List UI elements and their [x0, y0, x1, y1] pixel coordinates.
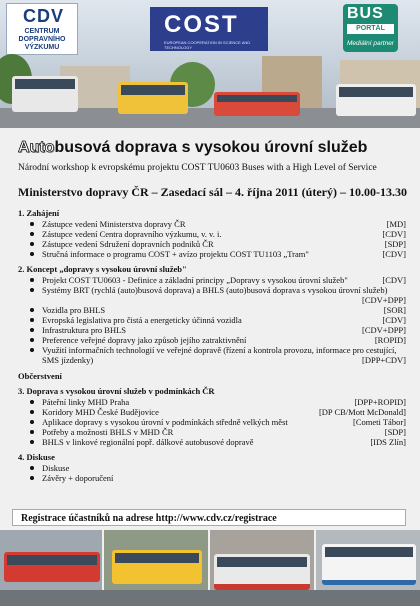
list-item: [18, 305, 406, 315]
presenter-tag: [DPP+CDV]: [362, 355, 406, 365]
bus-image: [4, 552, 100, 582]
list-item: [18, 473, 406, 483]
title-prefix: Auto: [18, 139, 55, 156]
item-text: Páteřní linky MHD Praha: [42, 397, 130, 407]
bus-image: [336, 84, 416, 116]
presenter-tag: [CDV]: [382, 229, 406, 239]
presenter-tag: [SDP]: [384, 427, 406, 437]
cost-logo: [150, 7, 268, 51]
list-item: [18, 335, 406, 345]
bus-image: [322, 544, 416, 585]
list-item: [18, 239, 406, 249]
list-item: [18, 315, 406, 325]
list-item: [18, 345, 406, 365]
presenter-tag: [ROPID]: [374, 335, 406, 345]
cdv-logo-text: CENTRUM DOPRAVNÍHO VÝZKUMU: [18, 28, 66, 51]
busportal-logo-tagline: Mediální partner: [347, 40, 394, 47]
cost-logo-sub: EUROPEAN COOPERATION IN SCIENCE AND TECHNOLOGY: [164, 40, 251, 50]
item-text: Využití informačních technologií ve veřejné dopravě (řízení a kontrola provozu, informace pro cestující, SMS jízdenky): [42, 345, 397, 365]
item-text: Vozidla pro BHLS: [42, 305, 106, 315]
list-item: [18, 229, 406, 239]
item-text: Zástupce vedení Centra dopravního výzkumu, v. v. i.: [42, 229, 222, 239]
list-item: [18, 325, 406, 335]
busportal-logo: [343, 4, 398, 52]
section-title: 2. Koncept „dopravy s vysokou úrovní služeb": [18, 264, 187, 274]
item-text: Zástupce vedení Sdružení dopravních podniků ČR: [42, 239, 214, 249]
section-list: [18, 463, 406, 483]
item-text: Potřeby a možnosti BHLS v MHD ČR: [42, 427, 174, 437]
section-title: 3. Doprava s vysokou úrovní služeb v podmínkách ČR: [18, 386, 215, 396]
presenter-tag: [DPP+ROPID]: [354, 397, 406, 407]
list-item: [18, 275, 406, 285]
section-list: [18, 219, 406, 259]
presenter-tag: [Cometi Tábor]: [353, 417, 406, 427]
section-title: 1. Zahájení: [18, 208, 60, 218]
busportal-logo-bus: BUS: [347, 5, 384, 22]
road-image: [0, 590, 420, 606]
item-text: Projekt COST TU0603 - Definice a základní principy „Dopravy s vysokou úrovní služeb": [42, 275, 348, 285]
presenter-tag: [SOR]: [383, 305, 406, 315]
bus-image: [118, 82, 188, 114]
presenter-tag: [CDV]: [382, 275, 406, 285]
item-text: Evropská legislativa pro čistá a energeticky účinná vozidla: [42, 315, 242, 325]
list-item: [18, 397, 406, 407]
presenter-tag: [DP CB/Mott McDonald]: [318, 407, 406, 417]
list-item: [18, 285, 406, 305]
registration-banner[interactable]: Registrace účastníků na adrese http://www.cdv.cz/registrace: [12, 509, 406, 526]
bus-photo-strip-bottom: [0, 530, 420, 606]
presenter-tag: [CDV+DPP]: [362, 295, 406, 305]
bus-image: [214, 554, 310, 590]
list-item: [18, 407, 406, 417]
bus-image: [12, 76, 78, 112]
list-item: [18, 437, 406, 447]
item-text: BHLS v linkové regionální popř. dálkové autobusové dopravě: [42, 437, 254, 447]
refreshment-label: Občerstvení: [18, 371, 62, 381]
section-title: 4. Diskuse: [18, 452, 55, 462]
venue-line: Ministerstvo dopravy ČR – Zasedací sál – 4. října 2011 (úterý) – 10.00-13.30: [18, 185, 407, 199]
program: [18, 208, 406, 483]
item-text: Závěry + doporučení: [42, 473, 114, 483]
subtitle: Národní workshop k evropskému projektu COST TU0603 Buses with a High Level of Service: [18, 163, 377, 173]
presenter-tag: [CDV]: [382, 249, 406, 259]
title-rest: busová doprava s vysokou úrovní služeb: [54, 139, 368, 156]
presenter-tag: [CDV+DPP]: [362, 325, 406, 335]
list-item: [18, 417, 406, 427]
section-list: [18, 275, 406, 365]
cost-logo-word: COST: [164, 11, 239, 38]
item-text: Aplikace dopravy s vysokou úrovní v podmínkách středně velkých měst: [42, 417, 288, 427]
busportal-logo-portal: PORTÁL: [347, 24, 394, 34]
list-item: [18, 463, 406, 473]
bus-image: [112, 550, 202, 584]
list-item: [18, 249, 406, 259]
header-banner: [0, 0, 420, 128]
bus-photo-strip-top: [0, 56, 420, 128]
presenter-tag: [IDS Zlín]: [370, 437, 406, 447]
item-text: Stručná informace o programu COST + avízo projektu COST TU1103 „Tram": [42, 249, 309, 259]
item-text: Preference veřejné dopravy jako způsob jejího zatraktivnění: [42, 335, 247, 345]
cdv-logo-mark: CDV: [23, 6, 65, 26]
presenter-tag: [SDP]: [384, 239, 406, 249]
list-item: [18, 219, 406, 229]
bus-image: [214, 92, 300, 116]
item-text: Koridory MHD České Budějovice: [42, 407, 159, 417]
cdv-logo: [6, 3, 78, 55]
section-list: [18, 397, 406, 447]
presenter-tag: [CDV]: [382, 315, 406, 325]
page-title: [18, 139, 408, 157]
item-text: Systémy BRT (rychlá (auto)busová doprava) a BHLS (auto)busová doprava s vysokou úrovní služeb): [42, 285, 388, 295]
item-text: Zástupce vedení Ministerstva dopravy ČR: [42, 219, 186, 229]
presenter-tag: [MD]: [386, 219, 406, 229]
list-item: [18, 427, 406, 437]
item-text: Infrastruktura pro BHLS: [42, 325, 127, 335]
item-text: Diskuse: [42, 463, 70, 473]
